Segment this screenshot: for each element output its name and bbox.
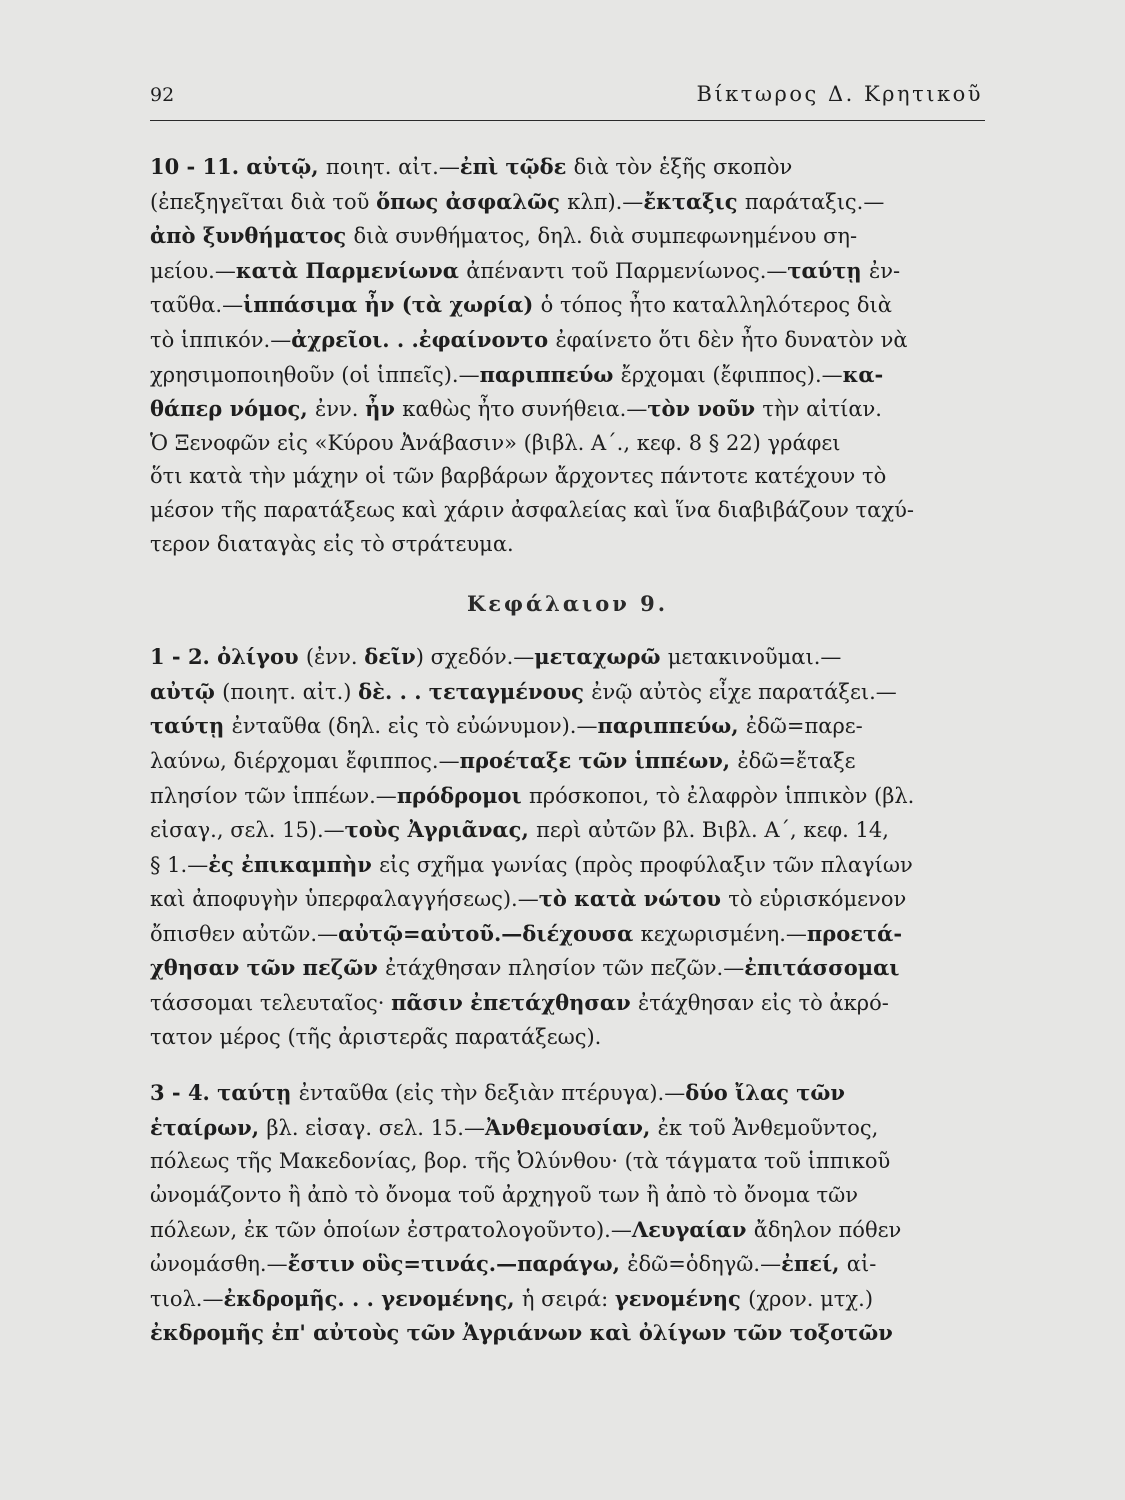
gloss-text: λαύνω, διέρχομαι ἔφιππος.—	[150, 748, 460, 773]
text-line	[150, 1316, 985, 1351]
lemma-term: προέταξε τῶν ἱππέων,	[459, 747, 738, 773]
text-line	[150, 1247, 985, 1282]
gloss-text: ἀπέναντι τοῦ Παρμενίωνος.—	[466, 258, 788, 283]
page-number: 92	[150, 84, 175, 106]
lemma-term: ἔστιν οὓς=τινάς.—παράγω,	[287, 1251, 628, 1277]
gloss-text: τὸ ἱππικόν.—	[150, 327, 292, 352]
gloss-text: (χρον. μτχ.)	[748, 1286, 874, 1311]
text-line	[150, 640, 985, 675]
text-line	[150, 358, 985, 393]
paragraph-gap	[150, 1054, 985, 1076]
lemma-term: χθησαν τῶν πεζῶν	[150, 955, 386, 981]
lemma-term: τὸν νοῦν	[647, 396, 763, 422]
lemma-term: ἀπὸ ξυνθήματος	[150, 223, 354, 249]
gloss-text: πόλεως τῆς Μακεδονίας, βορ. τῆς Ὀλύνθου· (τὰ τάγματα τοῦ ἱππικοῦ	[150, 1149, 891, 1174]
lemma-term: ἔκταξις	[643, 188, 745, 214]
gloss-text: τὸ εὑρισκόμενον	[728, 887, 907, 912]
lemma-term: Λευγαίαν	[631, 1216, 754, 1242]
gloss-text: πρόσκοποι, τὸ ἐλαφρὸν ἱππικὸν (βλ.	[529, 783, 915, 808]
gloss-text: ὁ τόπος ἦτο καταλληλότερος διὰ	[540, 293, 892, 318]
gloss-text: ὅτι κατὰ τὴν μάχην οἱ τῶν βαρβάρων ἄρχοντες πάντοτε κατέχουν τὸ	[150, 464, 887, 489]
lemma-term: ἱππάσιμα ἦν (τὰ χωρία)	[243, 292, 541, 318]
gloss-text: (ποιητ. αἰτ.)	[222, 679, 359, 704]
lemma-term: κα-	[842, 361, 884, 387]
text-line	[150, 1021, 985, 1055]
lemma-term: τὸ κατὰ νώτου	[538, 886, 729, 912]
lemma-term: παριππεύω,	[597, 713, 746, 739]
lemma-term: ἑταίρων,	[150, 1114, 267, 1140]
lemma-term: γενομένης	[614, 1285, 749, 1311]
gloss-text: ) σχεδόν.—	[415, 645, 535, 670]
gloss-text: (ἐνν.	[305, 645, 365, 670]
lemma-term: δύο ἴλας τῶν	[685, 1080, 845, 1106]
text-line	[150, 254, 985, 289]
gloss-text: μείου.—	[150, 258, 236, 283]
gloss-text: ἐδῶ=παρε-	[745, 714, 863, 739]
text-line	[150, 882, 985, 917]
lemma-term: θάπερ νόμος,	[150, 396, 315, 422]
page-header	[150, 80, 985, 121]
text-line	[150, 813, 985, 848]
text-line	[150, 323, 985, 358]
text-line	[150, 288, 985, 323]
text-line	[150, 986, 985, 1021]
lemma-term: 10 - 11. αὐτῷ,	[150, 154, 326, 179]
gloss-text: πόλεων, ἐκ τῶν ὁποίων ἐστρατολογοῦντο).—	[150, 1217, 632, 1242]
lemma-term: αὐτῷ	[150, 678, 223, 704]
gloss-text: εἰς σχῆμα γωνίας (πρὸς προφύλαξιν τῶν πλαγίων	[379, 852, 913, 877]
lemma-term: μεταχωρῶ	[534, 644, 668, 670]
gloss-text: τερον διαταγὰς εἰς τὸ στράτευμα.	[150, 531, 514, 556]
page-body	[150, 150, 985, 1351]
lemma-term: πρόδρομοι	[396, 782, 529, 808]
commentary-paragraph-10-11	[150, 150, 985, 561]
gloss-text: αἰ-	[846, 1252, 877, 1277]
lemma-term: ἐπεί,	[781, 1251, 847, 1277]
gloss-text: τὴν αἰτίαν.	[762, 397, 882, 422]
lemma-term: ἐς ἐπικαμπὴν	[208, 851, 380, 877]
text-line	[150, 150, 985, 185]
text-line	[150, 779, 985, 814]
gloss-text: κλπ).—	[567, 189, 644, 214]
gloss-text: τιολ.—	[150, 1286, 224, 1311]
gloss-text: χρησιμοποιηθοῦν (οἱ ἱππεῖς).—	[150, 362, 480, 387]
text-line	[150, 460, 985, 494]
gloss-text: ἡ σειρά:	[521, 1286, 615, 1311]
lemma-term: αὐτῷ=αὐτοῦ.—διέχουσα	[338, 920, 641, 946]
lemma-term: πᾶσιν ἐπετάχθησαν	[391, 990, 638, 1016]
text-line	[150, 392, 985, 427]
text-line	[150, 219, 985, 254]
lemma-term: κατὰ Παρμενίωνα	[235, 257, 467, 283]
text-line	[150, 917, 985, 952]
lemma-term: ἐπὶ τῷδε	[459, 154, 574, 179]
gloss-text: μέσον τῆς παρατάξεως καὶ χάριν ἀσφαλείας καὶ ἵνα διαβιβάζουν ταχύ-	[150, 497, 914, 522]
gloss-text: καθὼς ἦτο συνήθεια.—	[402, 397, 648, 422]
lemma-term: 3 - 4. ταύτῃ	[150, 1080, 299, 1106]
lemma-term: Ἀνθεμουσίαν,	[484, 1114, 658, 1140]
lemma-term: ἐκδρομῆς ἐπ' αὐτοὺς τῶν Ἀγριάνων καὶ ὀλίγων τῶν τοξοτῶν	[150, 1320, 893, 1346]
text-line	[150, 1213, 985, 1248]
commentary-paragraph-1-2	[150, 640, 985, 1054]
text-line	[150, 675, 985, 710]
chapter-heading: Κεφάλαιον 9.	[466, 591, 669, 617]
text-line	[150, 1076, 985, 1111]
text-line	[150, 1111, 985, 1146]
text-line	[150, 528, 985, 562]
gloss-text: ὠνομάσθη.—	[150, 1252, 288, 1277]
gloss-text: ἄδηλον πόθεν	[753, 1217, 902, 1242]
gloss-text: μετακινοῦμαι.—	[667, 645, 842, 670]
gloss-text: ἐδῶ=ὁδηγῶ.—	[627, 1252, 782, 1277]
lemma-term: ἐκδρομῆς. . . γενομένης,	[223, 1285, 522, 1311]
gloss-text: πλησίον τῶν ἱππέων.—	[150, 783, 397, 808]
gloss-text: περὶ αὐτῶν βλ. Βιβλ. Α΄, κεφ. 14,	[536, 818, 889, 843]
lemma-term: ἐπιτάσσομαι	[744, 955, 900, 981]
text-line	[150, 951, 985, 986]
text-line	[150, 185, 985, 220]
gloss-text: παράταξις.—	[744, 189, 885, 214]
running-head: Βίκτωρος Δ. Κρητικοῦ	[696, 82, 983, 106]
gloss-text: διὰ συνθήματος, δηλ. διὰ συμπεφωνημένου ση-	[353, 224, 858, 249]
lemma-term: δεῖν	[364, 644, 416, 670]
lemma-term: ἀχρεῖοι. . .ἐφαίνοντο	[291, 326, 556, 352]
gloss-text: ἐν-	[868, 258, 901, 283]
gloss-text: ἐνταῦθα (εἰς τὴν δεξιὰν πτέρυγα).—	[298, 1081, 686, 1106]
text-line	[150, 1282, 985, 1317]
text-line	[150, 744, 985, 779]
text-line	[150, 1145, 985, 1179]
gloss-text: τάσσομαι τελευταῖος·	[150, 991, 392, 1016]
lemma-term: ὅπως ἀσφαλῶς	[376, 188, 568, 214]
gloss-text: καὶ ἀποφυγὴν ὑπερφαλαγγήσεως).—	[150, 887, 539, 912]
text-line	[150, 1179, 985, 1213]
gloss-text: τατον μέρος (τῆς ἀριστερᾶς παρατάξεως).	[150, 1024, 602, 1049]
gloss-text: ἐφαίνετο ὅτι δὲν ἦτο δυνατὸν νὰ	[555, 327, 908, 352]
lemma-term: παριππεύω	[479, 361, 621, 387]
gloss-text: ἐτάχθησαν εἰς τὸ ἀκρό-	[637, 991, 889, 1016]
gloss-text: ἐτάχθησαν πλησίον τῶν πεζῶν.—	[385, 956, 745, 981]
gloss-text: ἐκ τοῦ Ἀνθεμοῦντος,	[657, 1115, 879, 1140]
gloss-text: διὰ τὸν ἑξῆς σκοπὸν	[573, 155, 793, 179]
gloss-text: ἐνν.	[314, 397, 366, 422]
text-line	[150, 494, 985, 528]
gloss-text: ἔρχομαι (ἔφιππος).—	[620, 362, 843, 387]
lemma-term: 1 - 2. ὀλίγου	[150, 644, 306, 670]
text-line	[150, 709, 985, 744]
gloss-text: ἐνῷ αὐτὸς εἶχε παρατάξει.—	[591, 679, 897, 704]
lemma-term: ταύτῃ	[150, 713, 232, 739]
gloss-text: ἐνταῦθα (δηλ. εἰς τὸ εὐώνυμον).—	[231, 714, 598, 739]
gloss-text: (ἐπεξηγεῖται διὰ τοῦ	[150, 189, 377, 214]
text-line	[150, 848, 985, 883]
gloss-text: ἐδῶ=ἔταξε	[737, 748, 856, 773]
lemma-term: τοὺς Ἀγριᾶνας,	[344, 817, 537, 843]
text-line	[150, 427, 985, 461]
gloss-text: βλ. εἰσαγ. σελ. 15.—	[266, 1115, 485, 1140]
gloss-text: ποιητ. αἰτ.—	[325, 155, 460, 179]
gloss-text: κεχωρισμένη.—	[640, 921, 807, 946]
lemma-term: προετά-	[806, 920, 903, 946]
lemma-term: δὲ. . . τεταγμένους	[358, 678, 592, 704]
lemma-term: ταύτῃ	[787, 257, 869, 283]
commentary-paragraph-3-4	[150, 1076, 985, 1351]
gloss-text: εἰσαγ., σελ. 15).—	[150, 818, 345, 843]
gloss-text: ταῦθα.—	[150, 293, 244, 318]
gloss-text: Ὁ Ξενοφῶν εἰς «Κύρου Ἀνάβασιν» (βιβλ. Α΄., κεφ. 8 § 22) γράφει	[150, 430, 841, 455]
gloss-text: ὄπισθεν αὐτῶν.—	[150, 921, 339, 946]
lemma-term: ἦν	[365, 396, 403, 422]
gloss-text: § 1.—	[150, 852, 209, 877]
gloss-text: ὠνομάζοντο ἢ ἀπὸ τὸ ὄνομα τοῦ ἀρχηγοῦ των ἢ ἀπὸ τὸ ὄνομα τῶν	[150, 1183, 859, 1208]
